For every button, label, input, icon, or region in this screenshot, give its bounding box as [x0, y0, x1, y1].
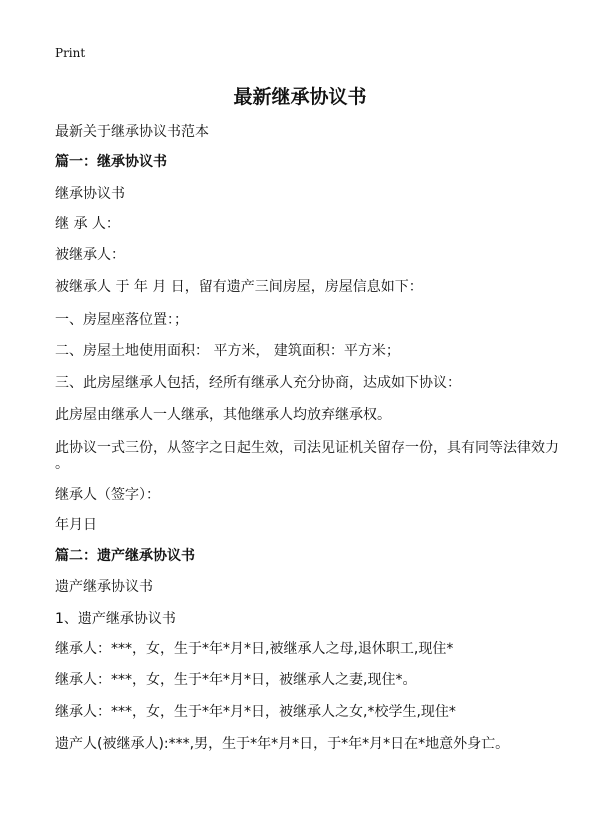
section-heading-2: 篇二：遗产继承协议书: [55, 548, 195, 564]
paragraph-line: 被继承人 于 年 月 日，留有遗产三间房屋，房屋信息如下：: [55, 279, 423, 295]
paragraph-line: 继承人：***，女，生于*年*月*日,被继承人之母,退休职工,现住*: [55, 641, 454, 657]
paragraph-line: 继承人：***，女，生于*年*月*日，被继承人之妻,现住*。: [55, 672, 417, 688]
paragraph-line: 此房屋由继承人一人继承，其他继承人均放弃继承权。: [55, 407, 391, 423]
date-line: 年月日: [55, 517, 97, 533]
paragraph-line: 遗产继承协议书: [55, 579, 153, 595]
paragraph-line: 一、房屋座落位置：；: [55, 312, 188, 328]
paragraph-line: 三、此房屋继承人包括，经所有继承人充分协商，达成如下协议：: [55, 375, 461, 391]
signature-line: 继承人（签字）：: [55, 487, 160, 503]
paragraph-line: 此协议一式三份，从签字之日起生效，司法见证机关留存一份，具有同等法律效力: [55, 440, 559, 456]
print-label: Print: [55, 46, 86, 60]
paragraph-line: 遗产人(被继承人):***,男，生于*年*月*日，于*年*月*日在*地意外身亡。: [55, 736, 510, 752]
paragraph-line: 继 承 人：: [55, 216, 120, 232]
paragraph-line: 。: [55, 456, 69, 472]
subtitle-line: 最新关于继承协议书范本: [55, 124, 209, 140]
section-heading-1: 篇一：继承协议书: [55, 154, 167, 170]
paragraph-line: 被继承人：: [55, 247, 125, 263]
document-title: 最新继承协议书: [233, 86, 367, 108]
paragraph-line: 1、遗产继承协议书: [55, 611, 176, 627]
paragraph-line: 继承人：***，女，生于*年*月*日，被继承人之女,*校学生,现住*: [55, 704, 456, 720]
paragraph-line: 继承协议书: [55, 186, 125, 202]
paragraph-line: 二、房屋土地使用面积： 平方米， 建筑面积：平方米；: [55, 343, 400, 359]
